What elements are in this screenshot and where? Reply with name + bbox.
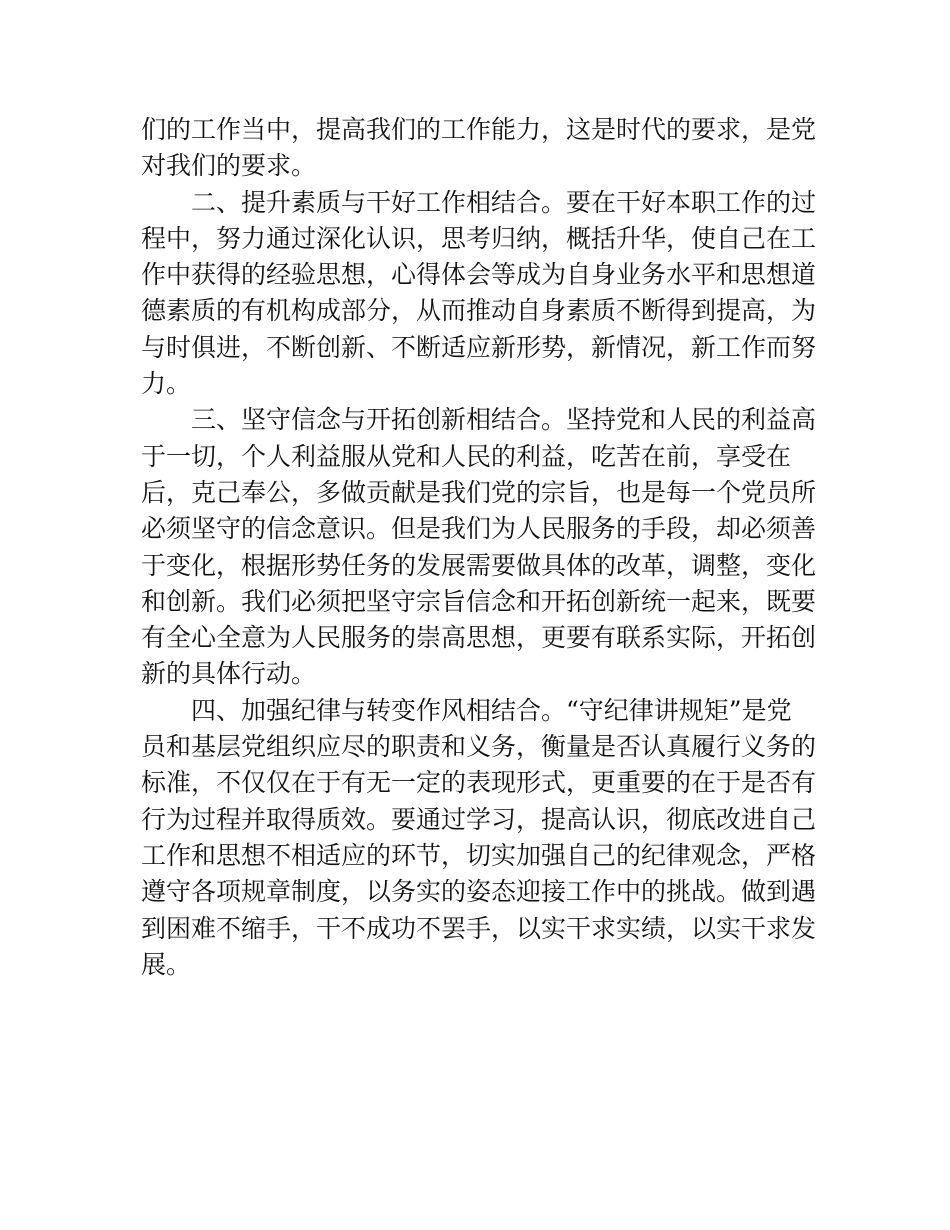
- text-line: 标准，不仅仅在于有无一定的表现形式，更重要的在于是否有: [141, 768, 817, 798]
- text-line: 德素质的有机构成部分，从而推动自身素质不断得到提高，为: [141, 296, 817, 326]
- text-line: 力。: [141, 369, 192, 399]
- text-line: 新的具体行动。: [141, 659, 317, 689]
- text-line: 有全心全意为人民服务的崇高思想，更要有联系实际，开拓创: [141, 623, 817, 653]
- text-line: 于一切，个人利益服从党和人民的利益，吃苦在前，享受在: [141, 441, 792, 471]
- text-line: 到困难不缩手，干不成功不罢手，以实干求实绩，以实干求发: [141, 913, 817, 943]
- text-line: 和创新。我们必须把坚守宗旨信念和开拓创新统一起来，既要: [141, 586, 817, 616]
- text-line: 遵守各项规章制度，以务实的姿态迎接工作中的挑战。做到遇: [141, 877, 817, 907]
- text-line: 与时俱进，不断创新、不断适应新形势，新情况，新工作而努: [141, 332, 817, 362]
- text-line: 于变化，根据形势任务的发展需要做具体的改革，调整，变化: [141, 550, 817, 580]
- text-line: 必须坚守的信念意识。但是我们为人民服务的手段，却必须善: [141, 514, 817, 544]
- text-line: 作中获得的经验思想，心得体会等成为自身业务水平和思想道: [141, 260, 817, 290]
- document-body: [141, 112, 821, 983]
- text-line: 后，克己奉公，多做贡献是我们党的宗旨，也是每一个党员所: [141, 477, 817, 507]
- section-three-heading-line: 三、坚守信念与开拓创新相结合。坚持党和人民的利益高: [191, 405, 817, 435]
- text-line: 展。: [141, 949, 192, 979]
- text-line: 对我们的要求。: [141, 151, 317, 181]
- text-line: 员和基层党组织应尽的职责和义务，衡量是否认真履行义务的: [141, 732, 817, 762]
- text-line: 工作和思想不相适应的环节，切实加强自己的纪律观念，严格: [141, 840, 817, 870]
- section-four-heading-line: 四、加强纪律与转变作风相结合。“守纪律讲规矩”是党: [191, 695, 792, 725]
- text-line: 们的工作当中，提高我们的工作能力，这是时代的要求，是党: [141, 115, 817, 144]
- section-two-heading-line: 二、提升素质与干好工作相结合。要在干好本职工作的过: [191, 187, 817, 217]
- text-line: 程中，努力通过深化认识，思考归纳，概括升华，使自己在工: [141, 223, 817, 253]
- text-line: 行为过程并取得质效。要通过学习，提高认识，彻底改进自己: [141, 804, 817, 834]
